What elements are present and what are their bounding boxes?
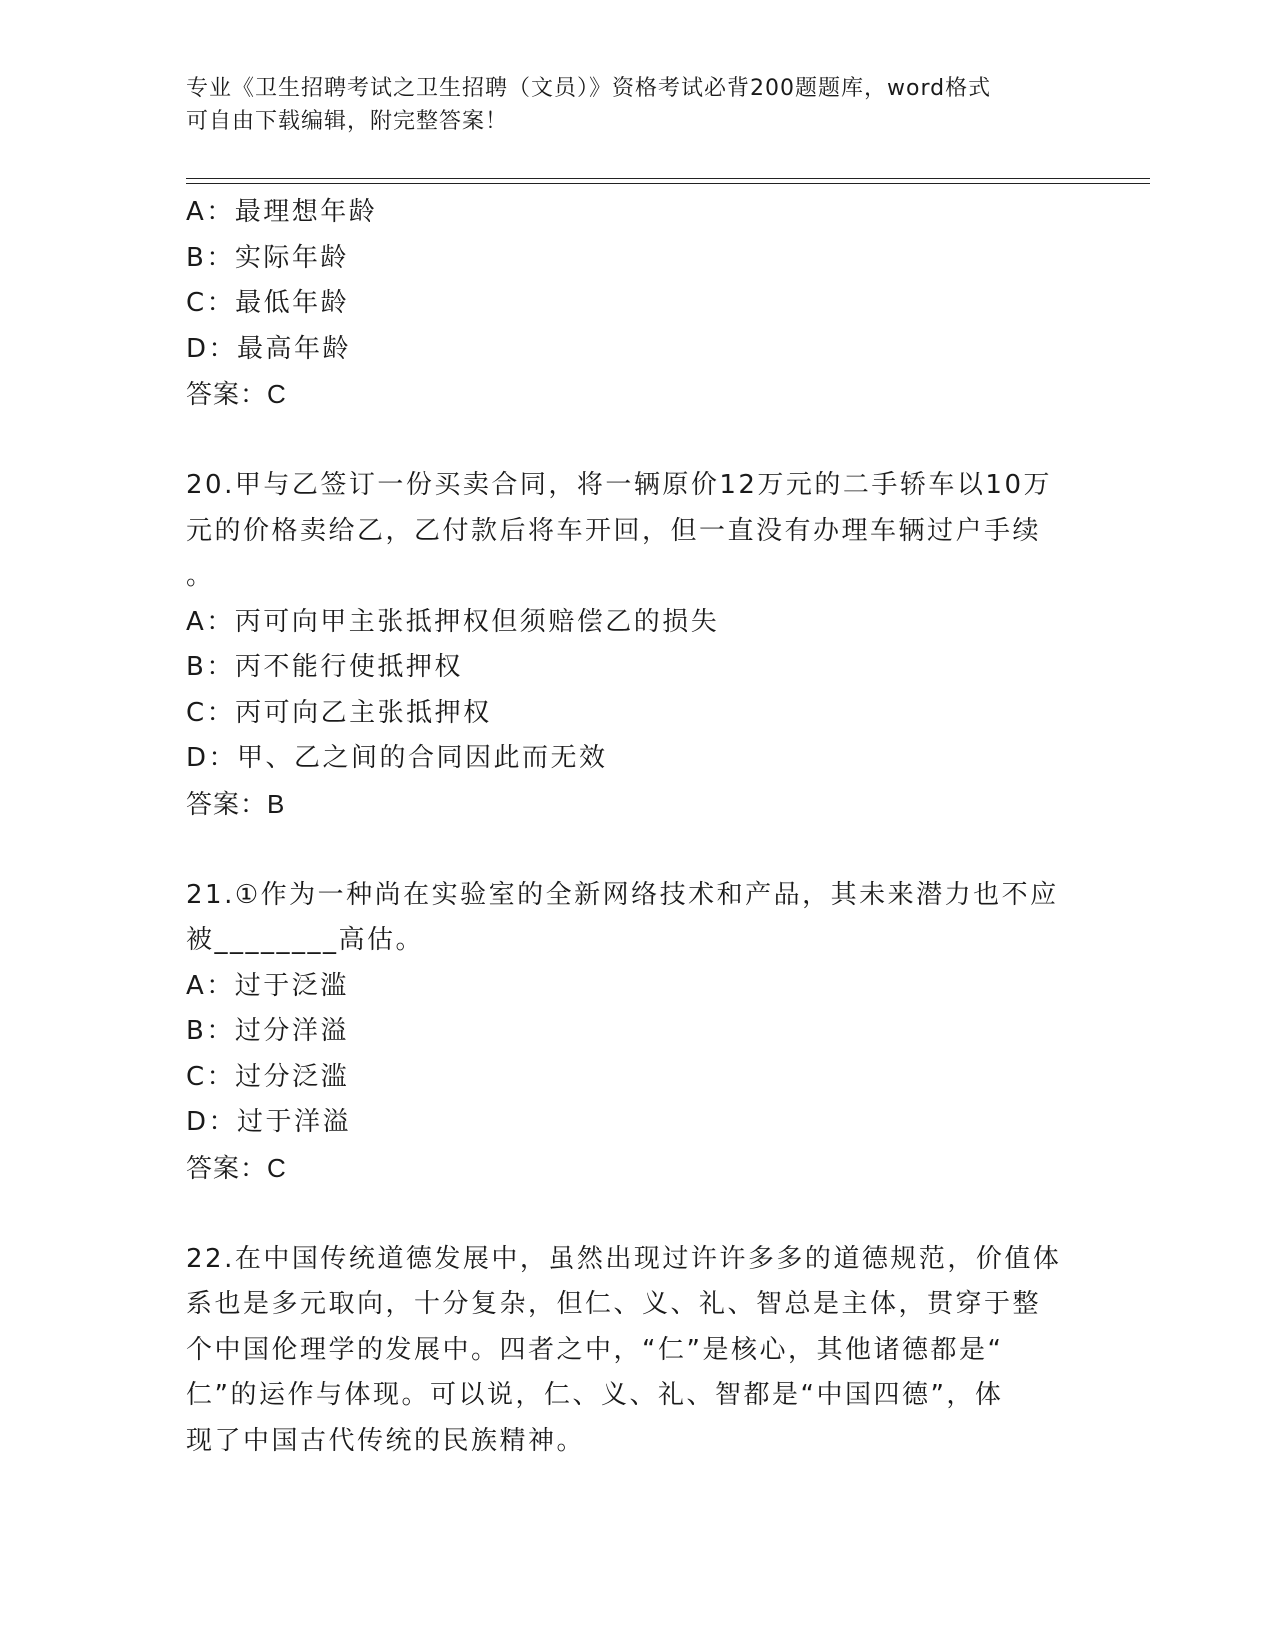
question-text-line: 个中国伦理学的发展中。四者之中，“仁”是核心，其他诸德都是“ [186,1334,1004,1365]
option-c: C：过分泛滥 [186,1061,350,1092]
option-d: D：最高年龄 [186,333,352,364]
option-b: B：实际年龄 [186,242,349,273]
option-c: C：最低年龄 [186,288,350,318]
question-text-line: 元的价格卖给乙，乙付款后将车开回，但一直没有办理车辆过户手续 [186,515,1042,546]
answer-line: 答案：C [186,379,287,409]
question-19-block [186,190,1086,418]
spacer [186,418,1086,464]
header-divider-bottom [186,183,1150,184]
question-22-block [186,1237,1086,1465]
question-text-line: 20.甲与乙签订一份买卖合同，将一辆原价12万元的二手轿车以10万 [186,470,1053,500]
question-20-block [186,463,1086,827]
option-a: A：最理想年龄 [186,197,378,227]
question-text-line: 22.在中国传统道德发展中，虽然出现过许许多多的道德规范，价值体 [186,1243,1062,1274]
option-c: C：丙可向乙主张抵押权 [186,697,492,728]
question-text-line: 现了中国古代传统的民族精神。 [186,1425,586,1456]
header-line-2: 可自由下载编辑，附完整答案！ [186,109,509,134]
option-b: B：丙不能行使抵押权 [186,652,463,682]
option-d: D：甲、乙之间的合同因此而无效 [186,743,608,773]
answer-line: 答案：C [186,1152,287,1183]
question-text-line: 。 [186,561,215,591]
question-text-line: 系也是多元取向，十分复杂，但仁、义、礼、智总是主体，贯穿于整 [186,1289,1042,1319]
answer-line: 答案：B [186,788,286,819]
header-line-1: 专业《卫生招聘考试之卫生招聘（文员）》资格考试必背200题题库，word格式 [186,76,992,101]
option-a: A：过于泛滥 [186,970,349,1001]
document-body [186,190,1086,1464]
spacer [186,827,1086,873]
option-a: A：丙可向甲主张抵押权但须赔偿乙的损失 [186,606,720,637]
question-text-line: 被________高估。 [186,925,425,955]
document-header [186,72,1086,138]
question-21-block [186,873,1086,1192]
option-d: D：过于洋溢 [186,1107,352,1137]
spacer [186,1191,1086,1237]
header-divider-top [186,178,1150,179]
option-b: B：过分洋溢 [186,1016,349,1046]
question-text-line: 仁”的运作与体现。可以说，仁、义、礼、智都是“中国四德”，体 [186,1380,1004,1410]
question-text-line: 21.①作为一种尚在实验室的全新网络技术和产品，其未来潜力也不应 [186,879,1059,910]
